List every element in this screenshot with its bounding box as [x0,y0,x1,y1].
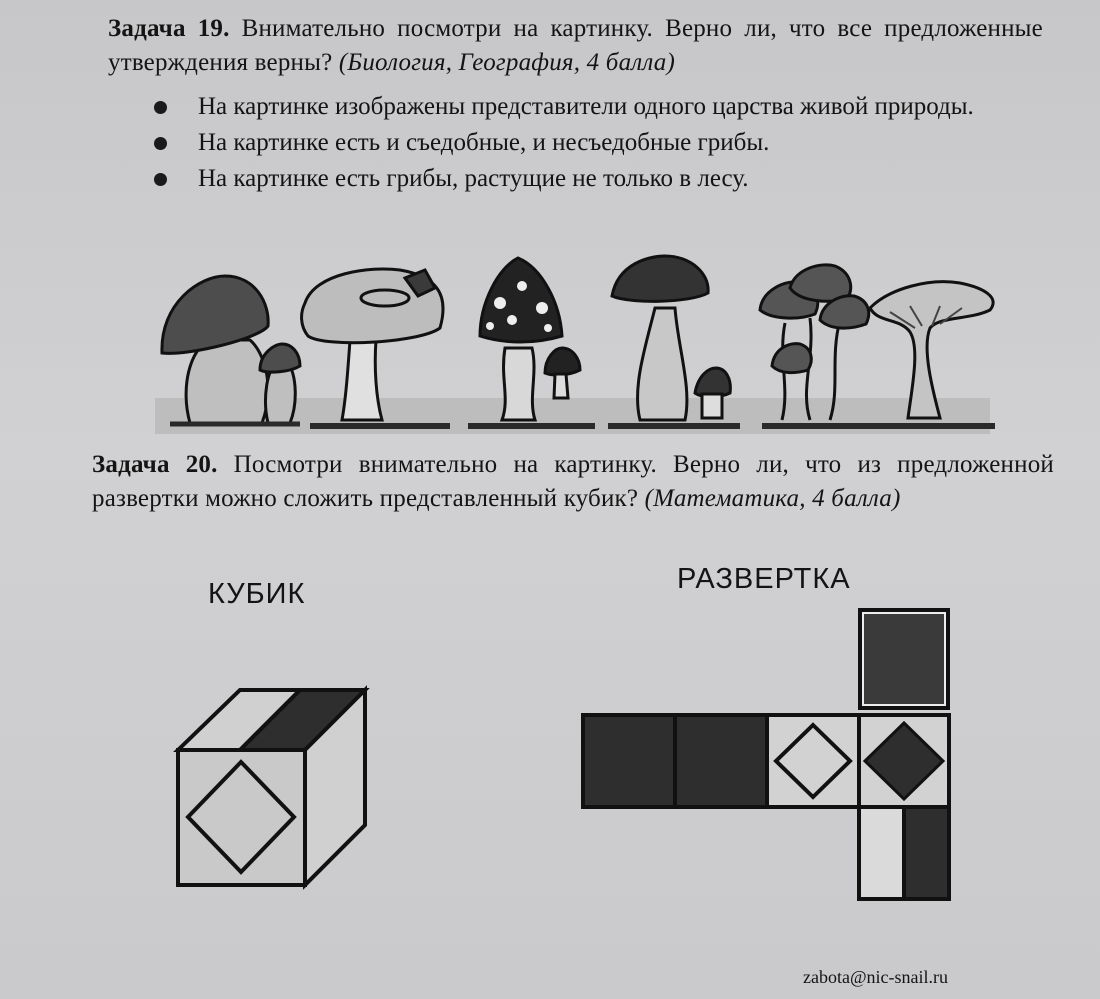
task19-title: Задача 19. [108,15,230,42]
bullet-item [150,128,1045,158]
bullet-dot-icon [154,173,167,186]
task20-title: Задача 20. [92,451,218,478]
task20-question: Посмотри внимательно на картинку. Верно ли, что из предложенной развертки можно сложить представленный кубик? [92,451,1054,512]
footer-email: zabota@nic-snail.ru [803,967,949,987]
bullet-dot-icon [154,137,167,150]
mushrooms-illustration [150,248,1010,440]
cube-label: КУБИК [208,578,306,610]
bullet-item [150,92,1045,122]
net-bottom-light-half [859,807,904,899]
net-label: РАЗВЕРТКА [677,563,851,595]
net-square-2-dark [675,715,767,807]
task19-subject: (Биология, География, 4 балла) [338,49,676,76]
net-square-3-light [767,715,859,807]
task19-paragraph [108,12,1043,80]
net-top-dark-fill [864,614,944,704]
task20-subject: (Математика, 4 балла) [644,485,901,512]
cube-drawing [170,680,390,900]
net-bottom-dark-half [904,807,949,899]
task19-question: Внимательно посмотри на картинку. Верно ли, что все предложенные утверждения верны? [108,15,1043,76]
bullet-text: На картинке есть и съедобные, и несъедобные грибы. [198,129,770,156]
net-square-1-dark [583,715,675,807]
cube-net-drawing [578,605,958,905]
bullet-text: На картинке изображены представители одного царства живой природы. [198,93,974,120]
bullet-text: На картинке есть грибы, растущие не только в лесу. [198,165,749,192]
task20-paragraph [92,448,1054,516]
bullet-dot-icon [154,101,167,114]
task19-bullet-list [150,92,1045,200]
cube-front-face [178,750,305,885]
bullet-item [150,164,1045,194]
